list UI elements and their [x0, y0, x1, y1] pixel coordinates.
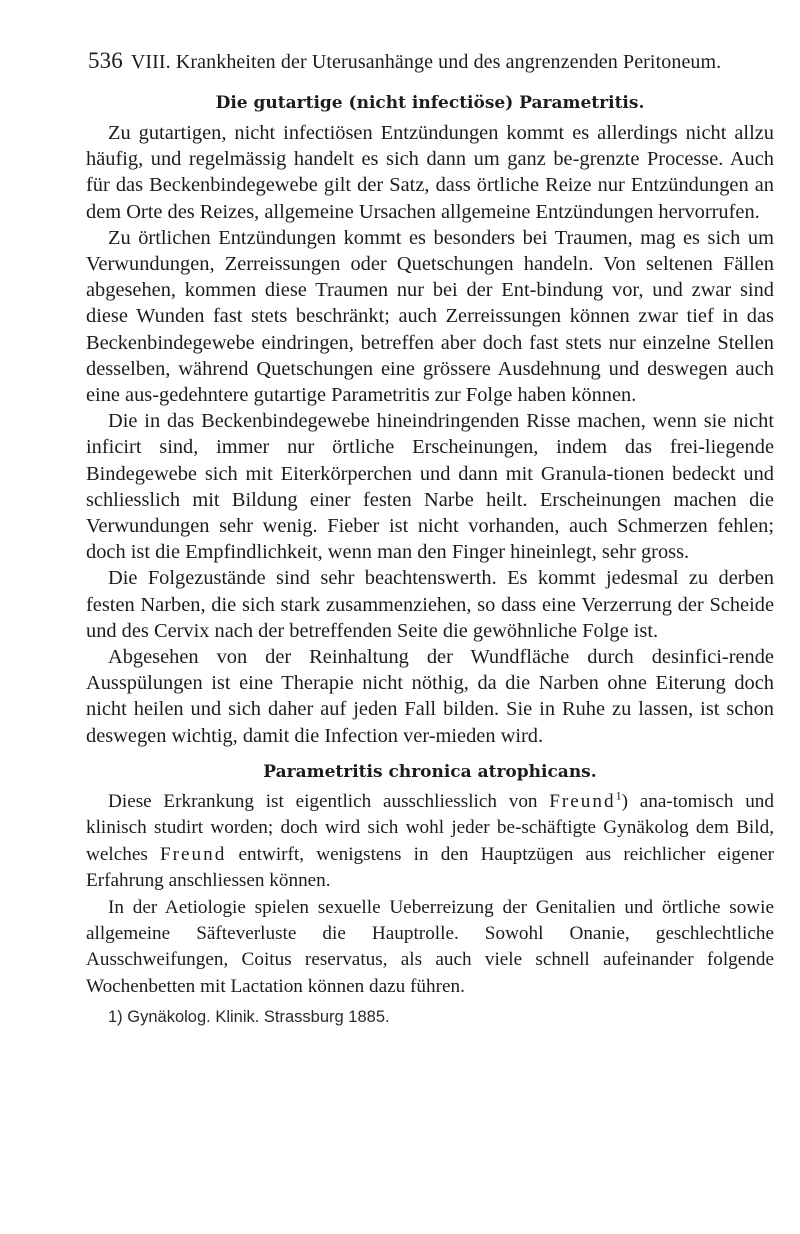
chapter-title: VIII. Krankheiten der Uterusanhänge und des angrenzenden Peritoneum.	[130, 51, 722, 73]
footnote-ref: 1	[615, 788, 622, 803]
page-number: 536	[88, 48, 123, 73]
paragraph: Zu gutartigen, nicht infectiösen Entzündungen kommt es allerdings nicht allzu häufig, und regelmässig handelt es sich dann um ganz be-grenzte Processe. Auch für das Beckenbindegewebe gilt der Satz, dass örtliche Reize nur Entzündungen an dem Orte des Reizes, allgemeine Ursachen allgemeine Entzündungen hervorrufen.	[86, 122, 774, 223]
paragraph: In der Aetiologie spielen sexuelle Ueberreizung der Genitalien und örtliche sowie allgemeine Säfteverluste die Hauptrolle. Sowohl Onanie, geschlechtliche Ausschweifungen, Coitus reservatus, als auch viele schnell aufeinander folgende Wochenbetten mit Lactation können dazu führen.	[86, 896, 774, 997]
section-heading-chronica: Parametritis chronica atrophicans.	[263, 761, 597, 782]
footnote-marker: 1)	[108, 1008, 123, 1027]
paragraph: Die in das Beckenbindegewebe hineindringenden Risse machen, wenn sie nicht inficirt sind, immer nur örtliche Erscheinungen, indem das frei-liegende Bindegewebe sich mit Eiterkörperchen und dann mit Granula-tionen bedeckt und schliesslich mit Bildung einer festen Narbe heilt. Erscheinungen machen die Verwundungen sehr wenig. Fieber ist nicht vorhanden, auch Schmerzen fehlen; doch ist die Empfindlichkeit, wenn man den Finger hineinlegt, sehr gross.	[86, 410, 774, 564]
footnote-text: Gynäkolog. Klinik. Strassburg 1885.	[127, 1008, 390, 1027]
author-name: Freund	[549, 790, 616, 812]
paragraph	[86, 789, 774, 895]
running-head	[88, 48, 768, 74]
text-run: entwirft, wenigstens in den Hauptzügen aus reichlicher eigener Erfahrung anschliessen können.	[86, 843, 774, 892]
text-run: ) ana-tomisch und klinisch studirt worden; doch wird sich wohl jeder be-schäftigte Gynäkolog dem Bild, welches	[86, 790, 774, 865]
paragraph: Die Folgezustände sind sehr beachtenswerth. Es kommt jedesmal zu derben festen Narben, die sich stark zusammenziehen, so dass eine Verzerrung der Scheide und des Cervix nach der betreffenden Seite die gewöhnliche Folge ist.	[86, 567, 774, 642]
footnote	[108, 1006, 774, 1028]
paragraph: Abgesehen von der Reinhaltung der Wundfläche durch desinfici-rende Ausspülungen ist eine Therapie nicht nöthig, da die Narben ohne Eiterung doch nicht heilen und sich daher auf jeden Fall bilden. Sie in Ruhe zu lassen, ist schon deswegen wichtig, damit die Infection ver-mieden wird.	[86, 646, 774, 747]
text-run: Diese Erkrankung ist eigentlich ausschliesslich von	[108, 790, 550, 812]
section-heading-gutartige: Die gutartige (nicht infectiöse) Parametritis.	[215, 93, 645, 113]
text-body	[86, 90, 774, 1028]
paragraph: Zu örtlichen Entzündungen kommt es besonders bei Traumen, mag es sich um Verwundungen, Zerreissungen oder Quetschungen handeln. Von seltenen Fällen abgesehen, kommen diese Traumen nur bei der Ent-bindung vor, und zwar sind diese Wunden fast stets beschränkt; auch Zerreissungen können zwar tief in das Beckenbindegewebe eindringen, betreffen aber doch fast stets nur einzelne Stellen desselben, während Quetschungen eine grössere Ausdehnung und deswegen auch eine aus-gedehntere gutartige Parametritis zur Folge haben können.	[86, 226, 774, 407]
author-name: Freund	[159, 843, 227, 865]
